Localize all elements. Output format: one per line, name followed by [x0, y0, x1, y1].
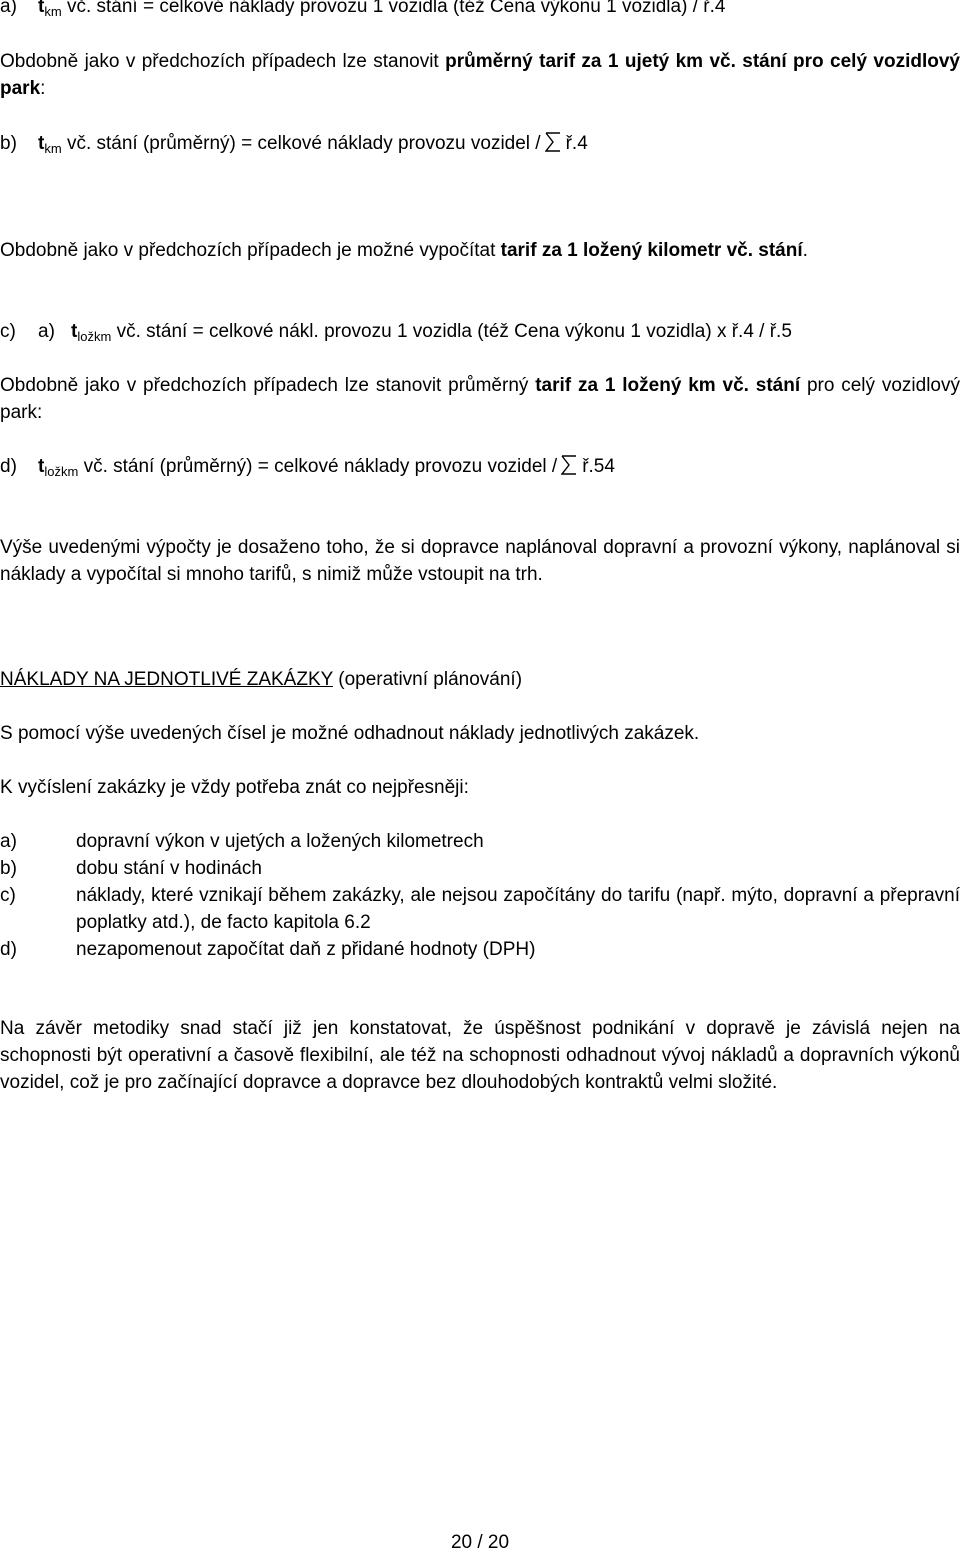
paragraph-2-text: Obdobně jako v předchozích případech je možné vypočítat [0, 240, 501, 261]
formula-b-subscript: km [44, 141, 62, 156]
paragraph-conclusion: Na závěr metodiky snad stačí již jen konstatovat, že úspěšnost podnikání v dopravě je závislá nejen na schopnosti být operativní a časově flexibilní, ale též na schopnosti odhadnout vývoj nákladů a dopravních výkonů vozidel, což je pro začínající dopravce a dopravce bez dlouhodobých kontraktů velmi složité. [0, 1018, 960, 1093]
section-title: NÁKLADY NA JEDNOTLIVÉ ZAKÁZKY [0, 669, 333, 690]
formula-c-sublabel: a) [38, 321, 55, 342]
list-marker: d) [0, 939, 17, 960]
paragraph-average-loaded-tariff [0, 372, 960, 426]
section-subtitle: (operativní plánování) [332, 669, 523, 690]
list-item [0, 855, 960, 882]
formula-b-label: b) [0, 133, 17, 154]
paragraph-2-end: . [802, 240, 808, 261]
list-item [0, 936, 960, 963]
sigma-icon [545, 132, 561, 152]
list-item [0, 828, 960, 855]
paragraph-loaded-km-tariff [0, 237, 960, 264]
list-text: nezapomenout započítat daň z přidané hodnoty (DPH) [76, 939, 536, 960]
formula-b [0, 130, 588, 158]
paragraph-estimate: S pomocí výše uvedených čísel je možné odhadnout náklady jednotlivých zakázek. [0, 723, 700, 744]
formula-d-text: vč. stání (průměrný) = celkové náklady provozu vozidel / [83, 456, 558, 477]
formula-b-row: ř.4 [565, 133, 588, 154]
paragraph-3-text: Obdobně jako v předchozích případech lze stanovit průměrný [0, 375, 536, 396]
formula-c-label: c) [0, 321, 16, 342]
formula-b-variable: t [38, 133, 45, 154]
sigma-icon [561, 455, 577, 475]
formula-d-subscript: ložkm [44, 464, 79, 479]
list-text: dopravní výkon v ujetých a ložených kilometrech [76, 831, 484, 852]
paragraph-1-bold: průměrný tarif za 1 ujetý km vč. stání pro celý vozidlový park [0, 51, 960, 99]
formula-c-text: vč. stání = celkové nákl. provozu 1 vozidla (též Cena výkonu 1 vozidla) x ř.4 / ř.5 [116, 321, 792, 342]
formula-d [0, 453, 615, 481]
formula-a-text: vč. stání = celkové náklady provozu 1 vozidla (též Cena výkonu 1 vozidla) / ř.4 [66, 0, 726, 17]
formula-d-variable: t [38, 456, 45, 477]
paragraph-average-tariff [0, 48, 960, 102]
page-number: 20 / 20 [450, 1532, 510, 1553]
paragraph-1-end: : [40, 78, 46, 99]
formula-c-variable: t [71, 321, 78, 342]
formula-a-variable: t [38, 0, 45, 17]
paragraph-requirements: K vyčíslení zakázky je vždy potřeba znát co nejpřesněji: [0, 777, 469, 798]
paragraph-summary: Výše uvedenými výpočty je dosaženo toho, že si dopravce naplánoval dopravní a provozní výkony, naplánoval si náklady a vypočítal si mnoho tarifů, s nimiž může vstoupit na trh. [0, 537, 960, 585]
formula-d-label: d) [0, 456, 17, 477]
section-heading [0, 666, 522, 693]
list-text: náklady, které vznikají během zakázky, ale nejsou započítány do tarifu (např. mýto, dopravní a přepravní poplatky atd.), de facto kapitola 6.2 [76, 885, 960, 933]
formula-a-label: a) [0, 0, 17, 17]
list-marker: a) [0, 831, 17, 852]
formula-c-subscript: ložkm [77, 329, 112, 344]
formula-b-text: vč. stání (průměrný) = celkové náklady provozu vozidel / [66, 133, 541, 154]
list-item [0, 882, 960, 936]
paragraph-3-end: pro celý vozidlový park: [0, 375, 960, 423]
list-marker: b) [0, 858, 17, 879]
paragraph-2-bold: tarif za 1 ložený kilometr vč. stání [500, 240, 803, 261]
paragraph-3-bold: tarif za 1 ložený km vč. stání [535, 375, 801, 396]
formula-a-subscript: km [44, 4, 62, 19]
formula-d-row: ř.54 [582, 456, 615, 477]
formula-a [0, 0, 725, 21]
formula-c [0, 318, 792, 346]
list-marker: c) [0, 885, 16, 906]
paragraph-1-text: Obdobně jako v předchozích případech lze stanovit [0, 51, 446, 72]
list-text: dobu stání v hodinách [76, 858, 262, 879]
